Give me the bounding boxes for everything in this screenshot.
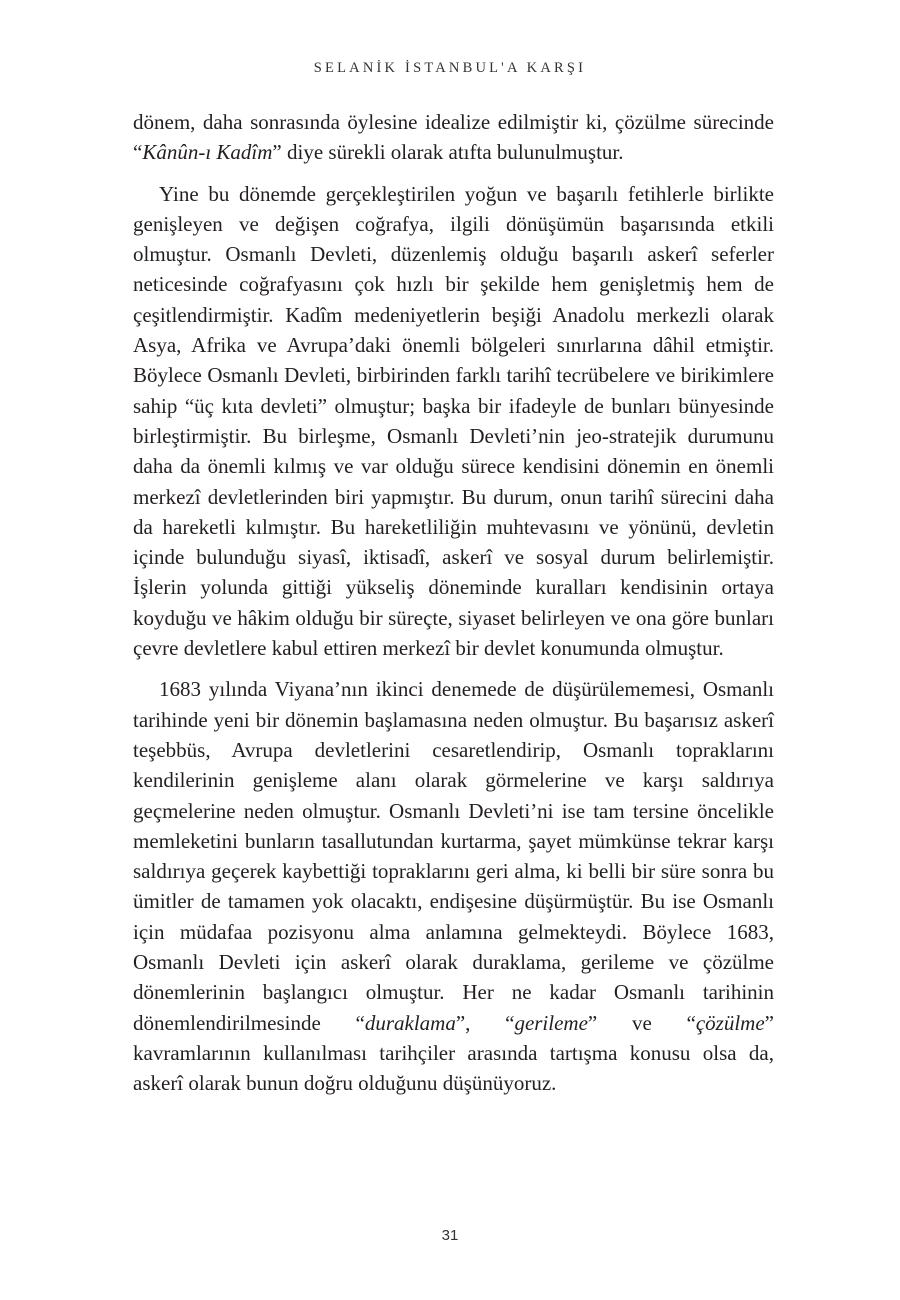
paragraph xyxy=(133,674,774,1098)
page-number: 31 xyxy=(441,1227,459,1244)
text-run: Yine bu dönemde gerçekleştirilen yoğun ve başarılı fetihlerle birlikte genişleyen ve değişen coğrafya, ilgili dönüşümün başarısında etkili olmuştur. Osmanlı Devleti, düzenlemiş olduğu başarılı askerî seferler neticesinde coğrafyasını çok hızlı bir şekilde hem genişletmiş hem de çeşitlendirmiştir. Kadîm medeniyetlerin beşiği Anadolu merkezli olarak Asya, Afrika ve Avrupa’daki önemli bölgeleri sınırlarına dâhil etmiştir. Böylece Osmanlı Devleti, birbirinden farklı tarihî tecrübelere ve birikimlere sahip “üç kıta devleti” olmuştur; başka bir ifadeyle de bunları bünyesinde birleştirmiştir. Bu birleşme, Osmanlı Devleti’nin jeo-stratejik durumunu daha da önemli kılmış ve var olduğu sürece kendisini dönemin en önemli merkezî devletlerinden biri yapmıştır. Bu durum, onun tarihî sürecini daha da hareketli kılmıştır. Bu hareketliliğin muhtevasını ve yönünü, devletin içinde bulunduğu siyasî, iktisadî, askerî ve sosyal durum belirlemiştir. İşlerin yolunda gittiği yükseliş döneminde kuralları kendisinin ortaya koyduğu ve hâkim olduğu bir süreçte, siyaset belirleyen ve ona göre bunları çevre devletlere kabul ettiren merkezî bir devlet konumunda olmuştur. xyxy=(133,181,774,661)
italic-term: Kânûn-ı Kadîm xyxy=(142,140,273,165)
text-run: ” diye sürekli olarak atıfta bulunulmuştur. xyxy=(272,140,624,165)
text-run: ”, “ xyxy=(455,1010,515,1035)
running-head: SELANİK İSTANBUL'A KARŞI xyxy=(313,60,587,76)
italic-term: duraklama xyxy=(364,1010,456,1035)
body-text xyxy=(133,107,774,1099)
text-run: 1683 yılında Viyana’nın ikinci denemede de düşürülememesi, Osmanlı tarihinde yeni bir dönemin başlamasına neden olmuştur. Bu başarısız askerî teşebbüs, Avrupa devletlerini cesaretlendirip, Osmanlı topraklarını kendilerinin genişleme alanı olarak görmelerine ve karşı saldırıya geçmelerine neden olmuştur. Osmanlı Devleti’ni ise tam tersine öncelikle memleketini bunların tasallutundan kurtarma, şayet mümkünse tekrar karşı saldırıya geçerek kaybettiği topraklarını geri alma, ki belli bir süre sonra bu ümitler de tamamen yok olacaktı, endişesine düşürmüştür. Bu ise Osmanlı için müdafaa pozisyonu alma anlamına gelmekteydi. Böylece 1683, Osmanlı Devleti için askerî olarak duraklama, gerileme ve çözülme dönemlerinin başlangıcı olmuştur. Her ne kadar Osmanlı tarihinin dönemlendirilmesinde “ xyxy=(133,677,774,1035)
italic-term: gerileme xyxy=(514,1010,588,1035)
text-run: dönem, daha sonrasında öylesine idealize edilmiştir ki, çözülme sürecinde “ xyxy=(133,110,774,165)
paragraph xyxy=(133,107,774,168)
text-run: ” kavramlarının kullanılması tarihçiler arasında tartışma konusu olsa da, askerî olarak bunun doğru olduğunu düşünüyoruz. xyxy=(133,1010,774,1096)
italic-term: çözülme xyxy=(695,1010,765,1035)
paragraph xyxy=(133,179,774,664)
text-run: ” ve “ xyxy=(587,1010,696,1035)
